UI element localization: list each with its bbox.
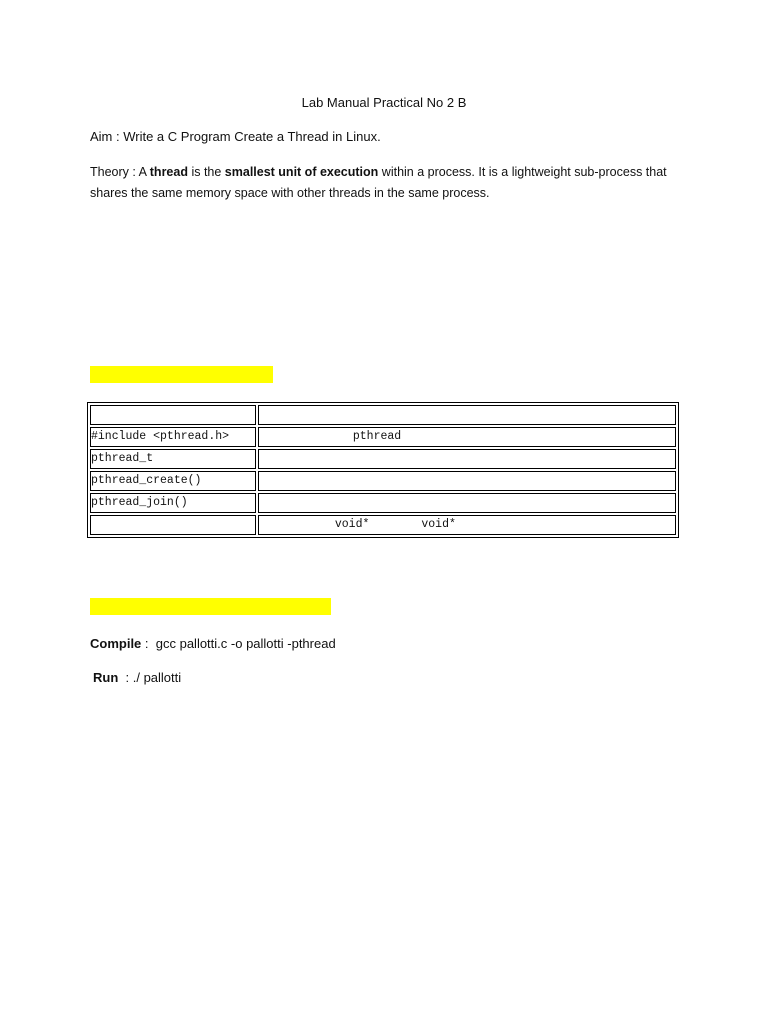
table-row bbox=[90, 405, 676, 425]
theory-rest: within a process. It is a lightweight sub-process that shares the same memory space with other threads in the same process. bbox=[90, 165, 667, 200]
table-cell: pthread bbox=[258, 427, 676, 447]
theory-mid: is the bbox=[187, 165, 225, 179]
table-row bbox=[90, 449, 676, 469]
table-row bbox=[90, 515, 676, 535]
table-cell: pthread_t bbox=[90, 449, 256, 469]
table-row bbox=[90, 427, 676, 447]
run-line bbox=[93, 669, 181, 687]
table-cell bbox=[90, 405, 256, 425]
table-cell bbox=[258, 405, 676, 425]
table-cell bbox=[258, 471, 676, 491]
table-cell bbox=[90, 515, 256, 535]
table-row bbox=[90, 493, 676, 513]
theory-emphasis: smallest unit of execution bbox=[224, 165, 379, 179]
aim-line: Aim : Write a C Program Create a Thread in Linux. bbox=[90, 129, 381, 144]
void-type-b: void* bbox=[421, 518, 456, 531]
compile-separator: : bbox=[141, 636, 156, 651]
theory-term: thread bbox=[149, 165, 188, 179]
theory-paragraph bbox=[90, 162, 690, 204]
table-cell: pthread_join() bbox=[90, 493, 256, 513]
compile-label: Compile bbox=[90, 636, 142, 651]
table-cell bbox=[258, 515, 676, 535]
table-row bbox=[90, 471, 676, 491]
highlight-bar-2 bbox=[90, 598, 331, 615]
run-command: ./ pallotti bbox=[132, 670, 182, 685]
run-separator: : bbox=[118, 670, 133, 685]
compile-line bbox=[90, 635, 336, 653]
highlight-bar-1 bbox=[90, 366, 273, 383]
void-type-a: void* bbox=[334, 518, 370, 531]
code-table bbox=[87, 402, 679, 538]
table-cell bbox=[258, 449, 676, 469]
page-title: Lab Manual Practical No 2 B bbox=[301, 95, 467, 110]
table-cell bbox=[258, 493, 676, 513]
table-cell: #include <pthread.h> bbox=[90, 427, 256, 447]
run-label: Run bbox=[93, 670, 119, 685]
table-cell: pthread_create() bbox=[90, 471, 256, 491]
compile-command: gcc pallotti.c -o pallotti -pthread bbox=[155, 636, 336, 651]
theory-prefix: Theory : A bbox=[90, 165, 150, 179]
